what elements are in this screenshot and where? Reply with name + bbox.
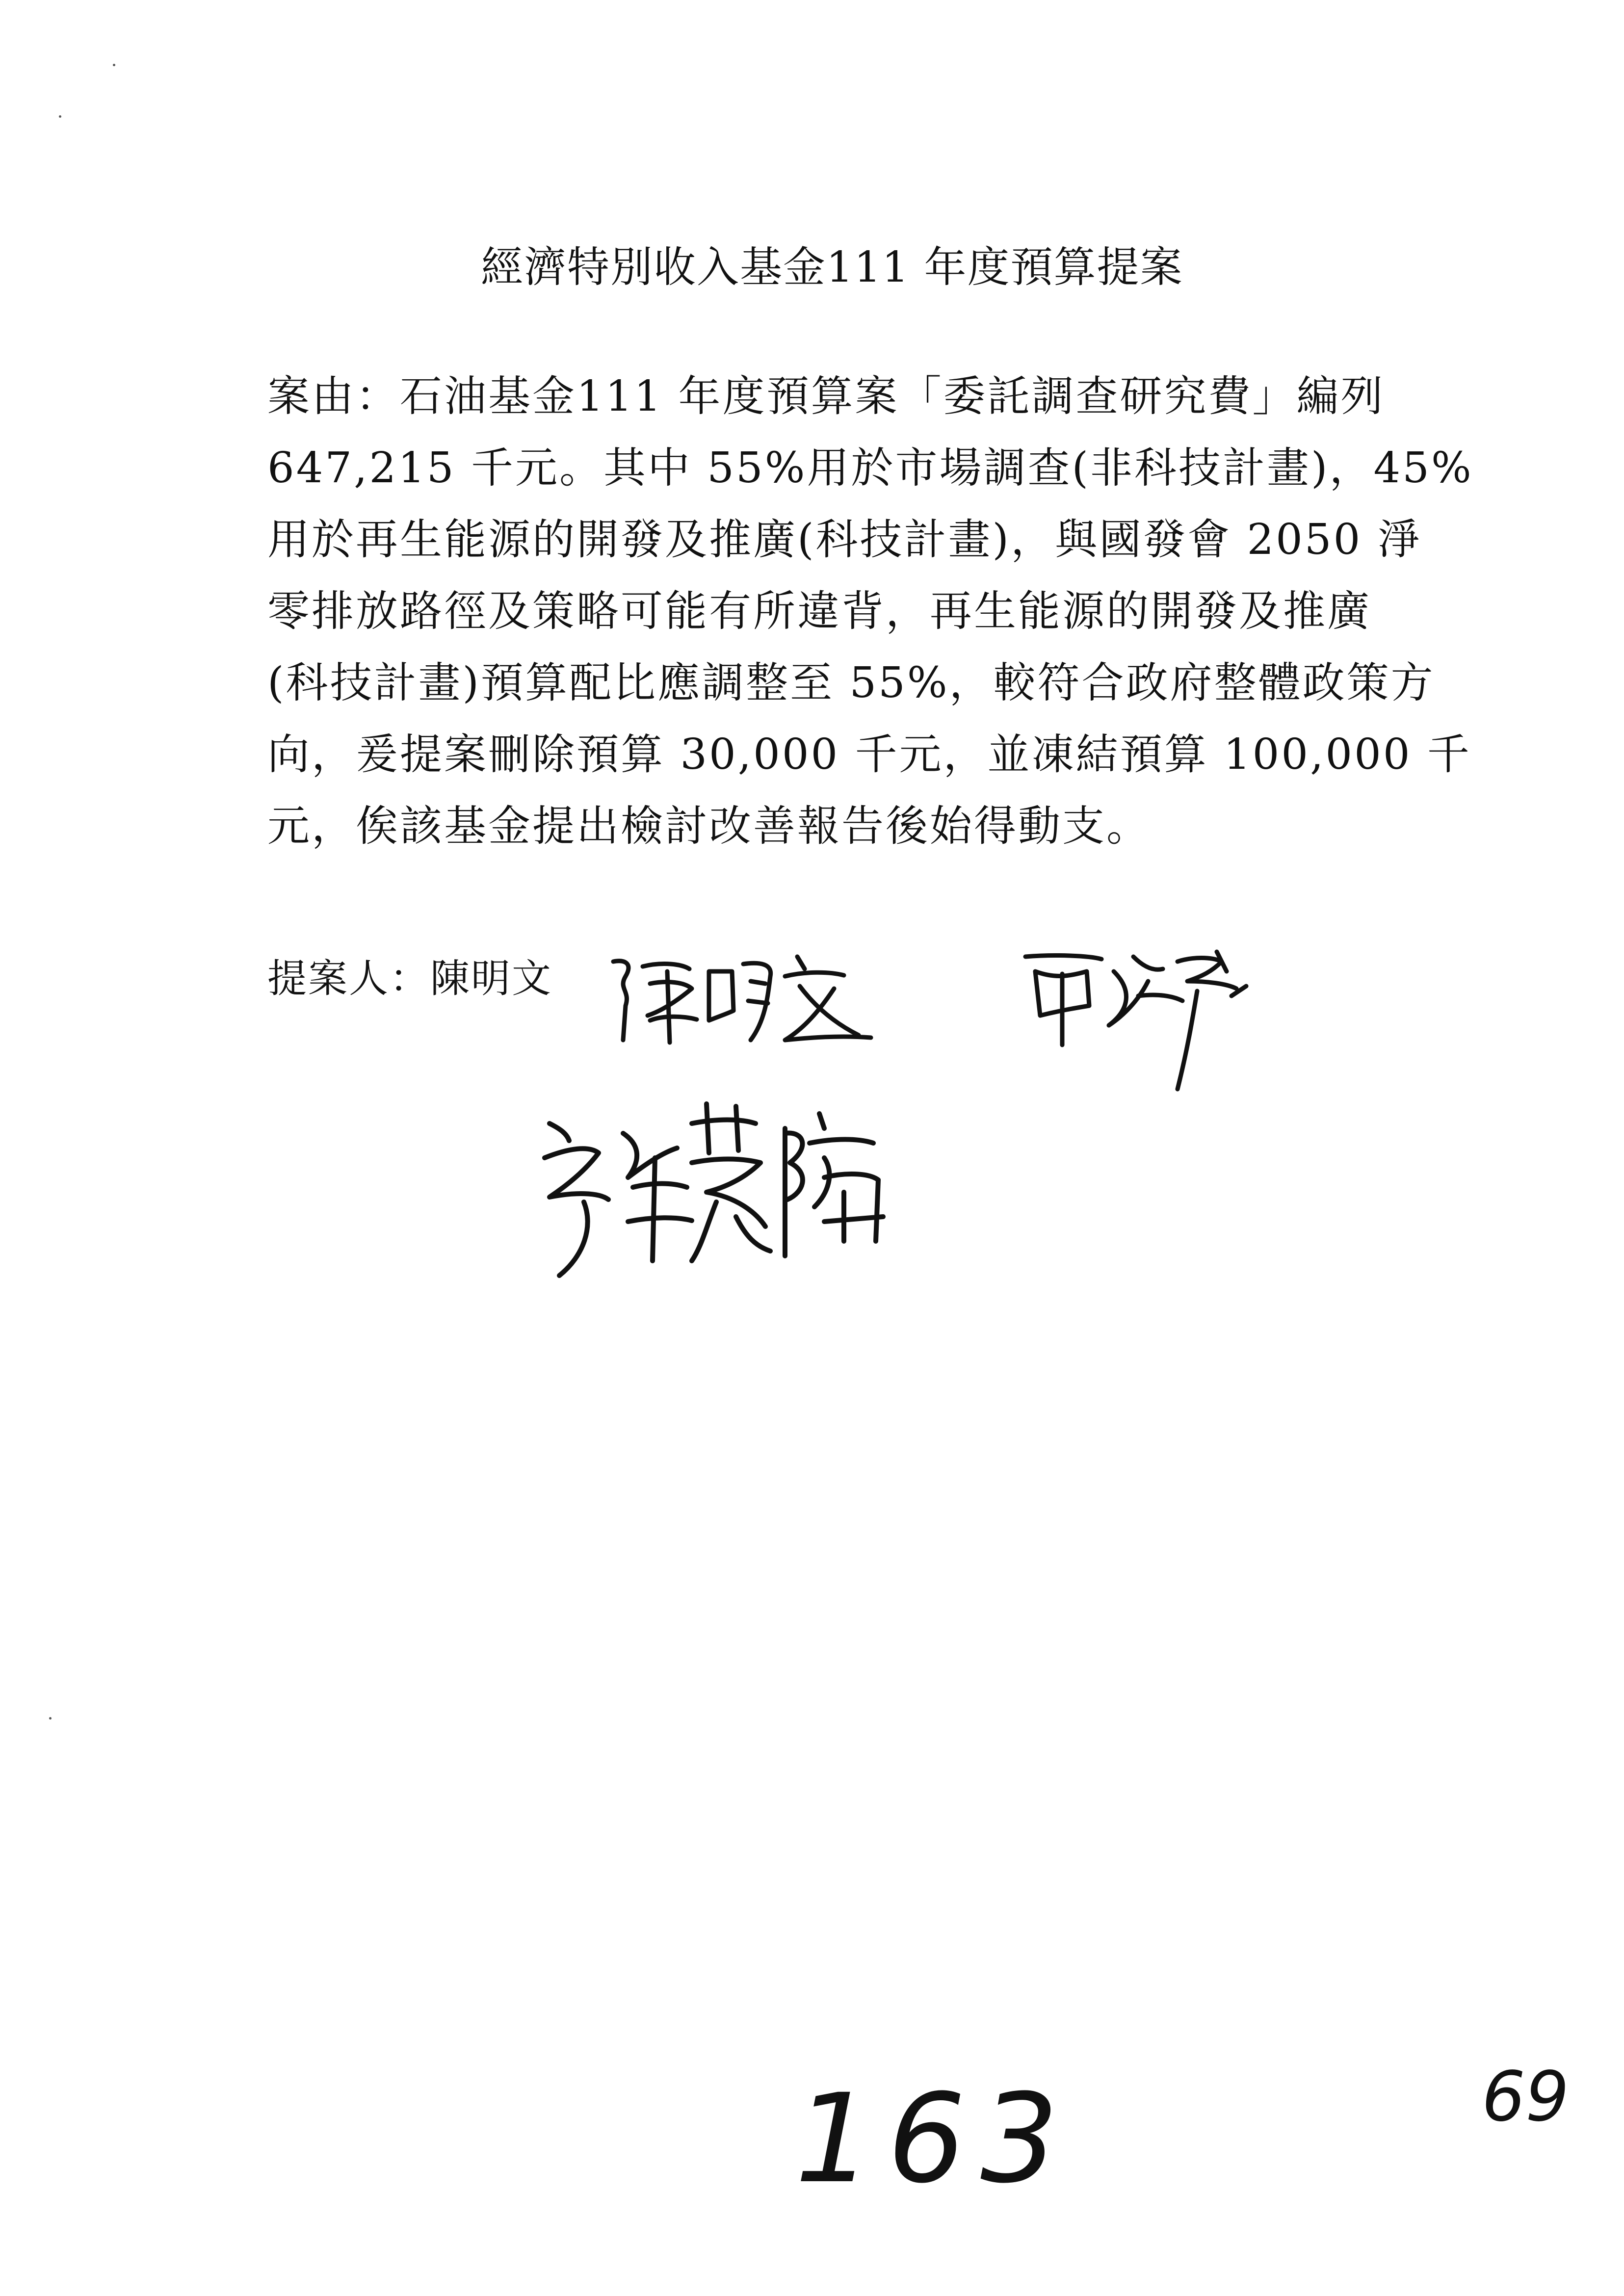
scan-speck bbox=[59, 115, 61, 118]
case-line: 647,215 千元。其中 55%用於市場調查(非科技計畫)，45% bbox=[267, 444, 1473, 493]
signature-1 bbox=[603, 942, 878, 1055]
case-line: 元，俟該基金提出檢討改善報告後始得動支。 bbox=[267, 802, 1151, 851]
case-line: 案由：石油基金111 年度預算案「委託調查研究費」編列 bbox=[267, 372, 1385, 421]
case-line: 用於再生能源的開發及推廣(科技計畫)，與國發會 2050 淨 bbox=[267, 515, 1422, 564]
case-line: 零排放路徑及策略可能有所違背，再生能源的開發及推廣 bbox=[267, 587, 1371, 636]
handwritten-page-number: 163 bbox=[795, 2067, 1074, 2210]
scan-speck bbox=[113, 64, 115, 66]
signature-2 bbox=[1016, 942, 1271, 1099]
scan-speck bbox=[49, 1717, 52, 1720]
document-title: 經濟特別收入基金111 年度預算提案 bbox=[481, 243, 1183, 292]
case-body bbox=[267, 361, 1473, 862]
case-line: 向，爰提案刪除預算 30,000 千元，並凍結預算 100,000 千 bbox=[267, 730, 1471, 779]
proposer-label: 提案人：陳明文 bbox=[267, 956, 552, 1001]
handwritten-side-number: 69 bbox=[1482, 2057, 1570, 2137]
case-line: (科技計畫)預算配比應調整至 55%，較符合政府整體政策方 bbox=[267, 658, 1435, 707]
signature-3 bbox=[530, 1094, 903, 1290]
